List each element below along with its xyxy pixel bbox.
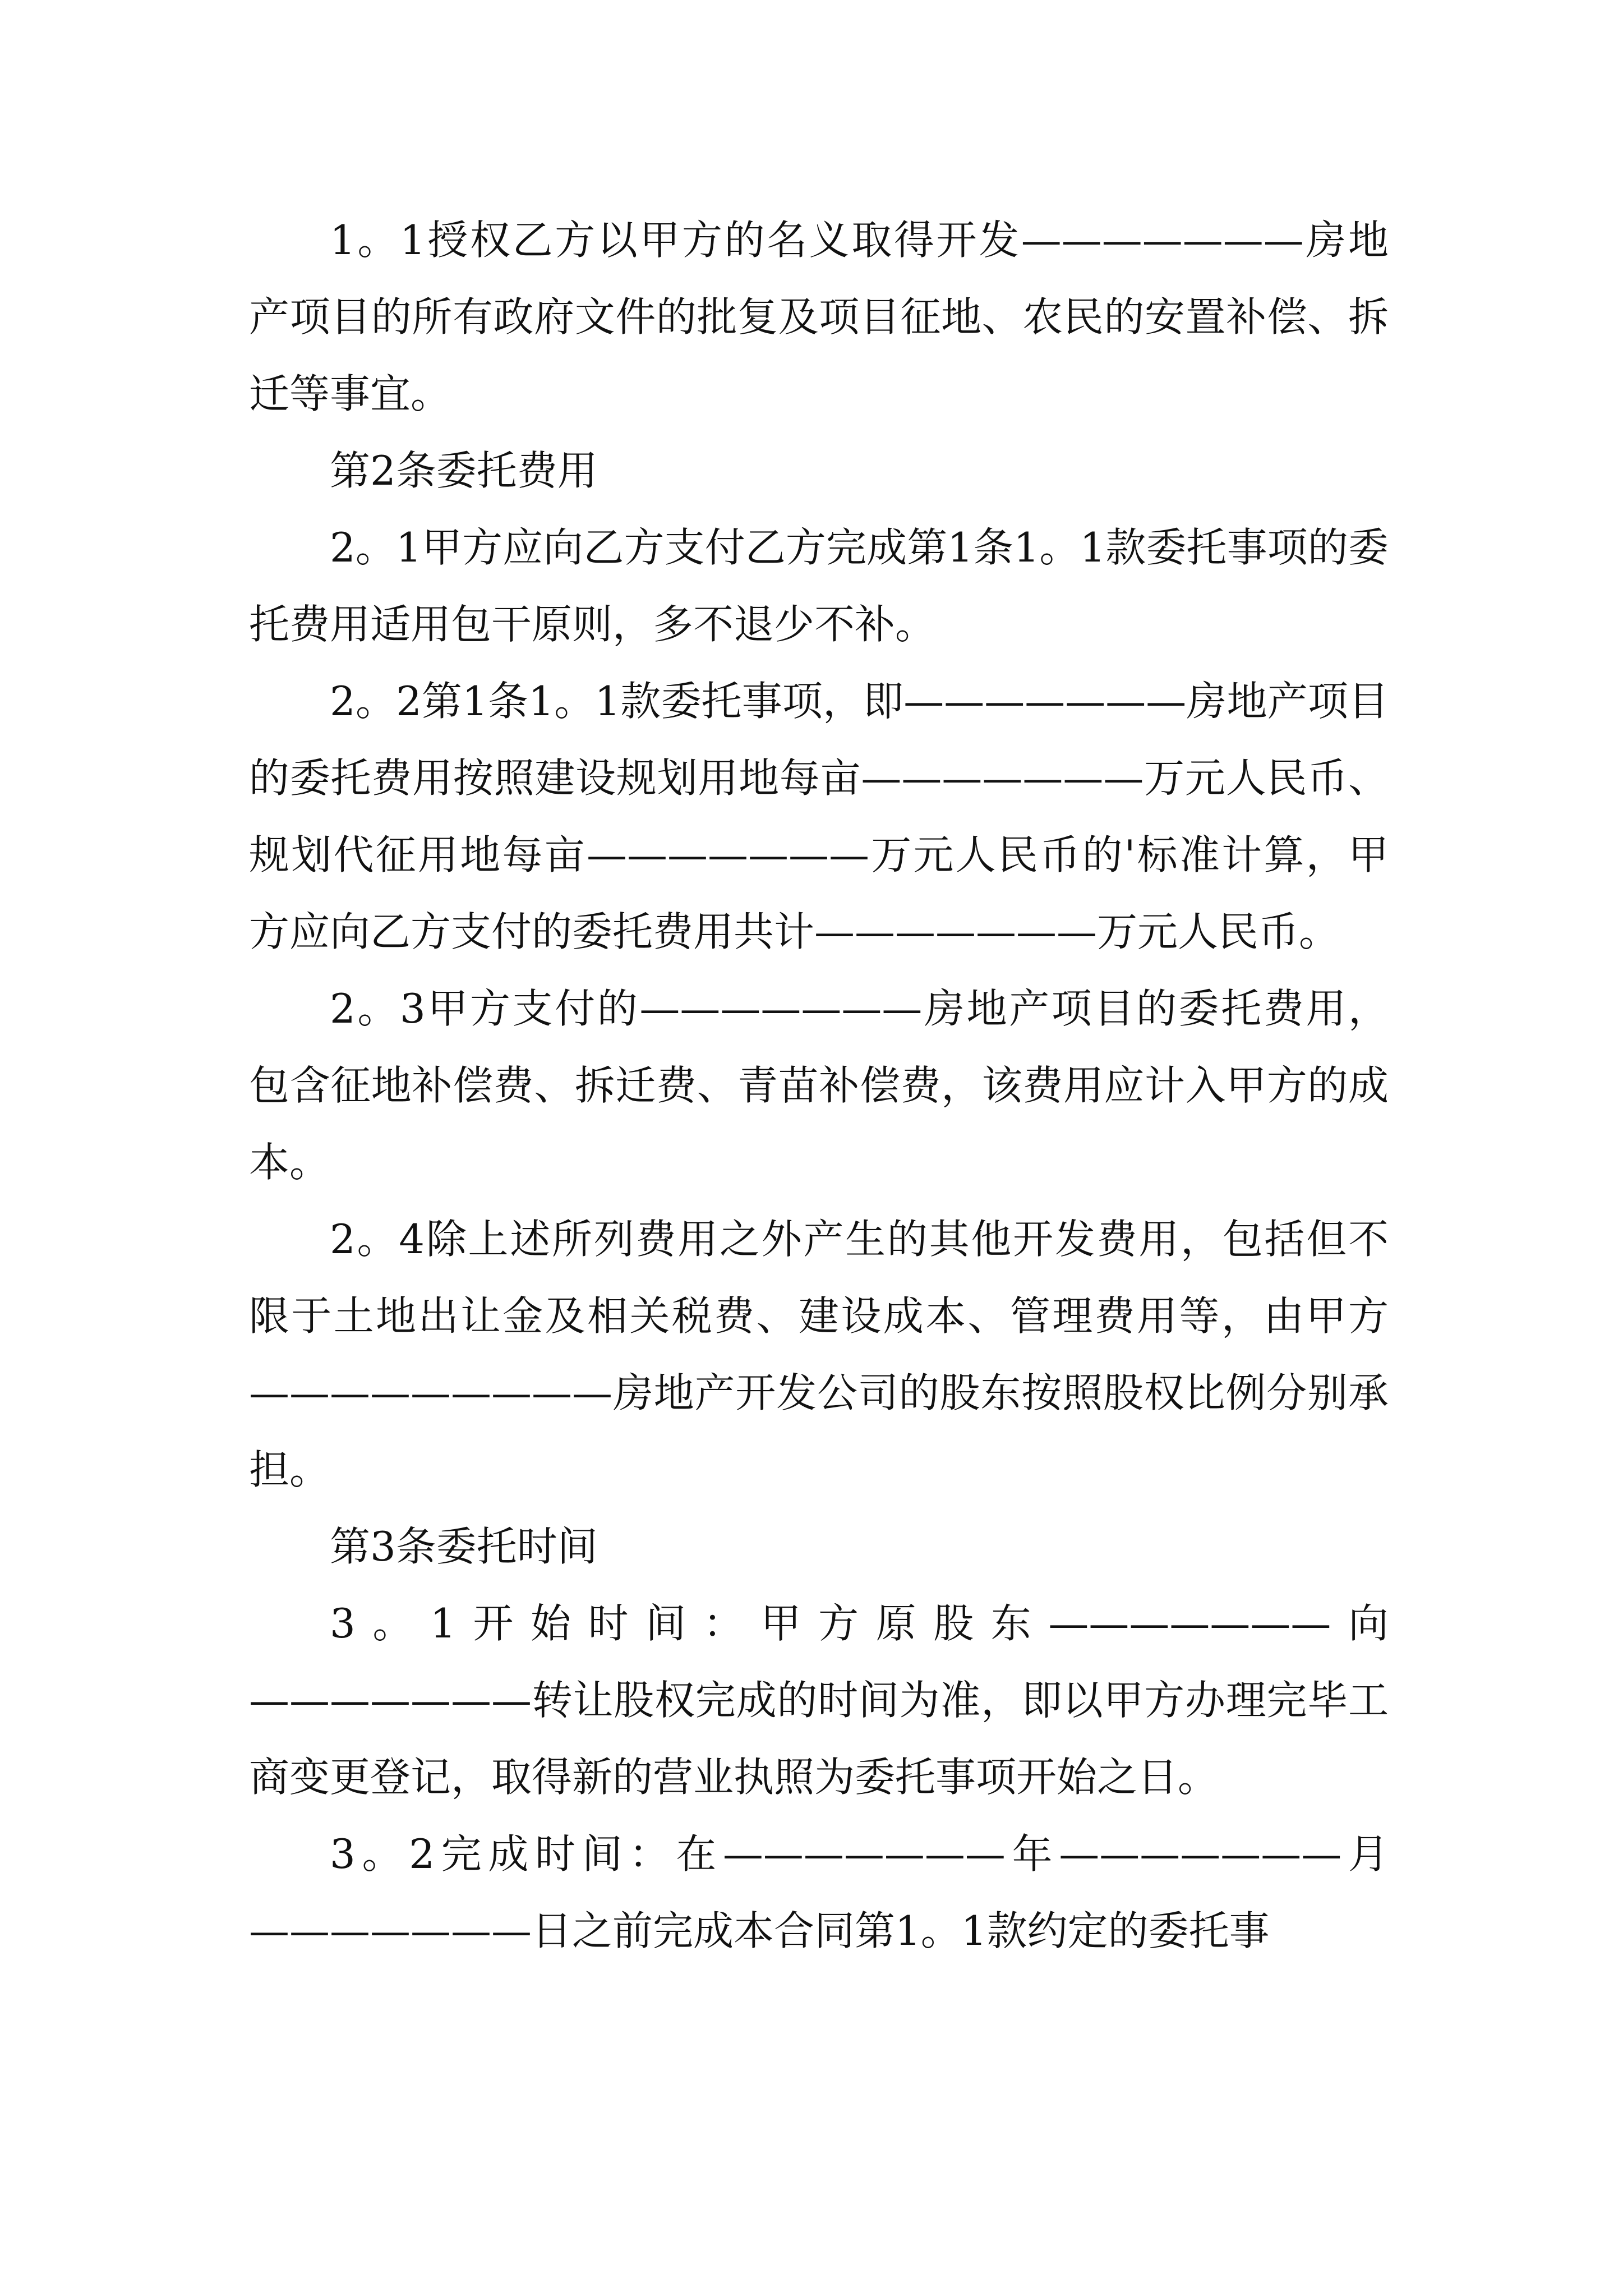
- section-heading-3: 第3条委托时间: [330, 1523, 598, 1570]
- paragraph-2-2: 2。2第1条1。1款委托事项，即———————房地产项目的委托费用按照建设规划用地每亩———————万元人民币、规划代征用地每亩———————万元人民币的'标准计算，甲方应向乙方支付的委托费用共计———————万元人民币。: [249, 678, 1389, 955]
- document-body: [249, 202, 1389, 1970]
- paragraph-1-1: 1。1授权乙方以甲方的名义取得开发———————房地产项目的所有政府文件的批复及项目征地、农民的安置补偿、拆迁等事宜。: [249, 217, 1389, 417]
- paragraph-3-2: 3。2完成时间：在———————年———————月———————日之前完成本合同第1。1款约定的委托事: [249, 1830, 1389, 1954]
- paragraph-2-1: 2。1甲方应向乙方支付乙方完成第1条1。1款委托事项的委托费用适用包干原则，多不退少不补。: [249, 524, 1389, 648]
- section-heading-2: 第2条委托费用: [330, 447, 598, 494]
- paragraph-2-4: 2。4除上述所列费用之外产生的其他开发费用，包括但不限于土地出让金及相关税费、建设成本、管理费用等，由甲方—————————房地产开发公司的股东按照股权比例分别承担。: [249, 1216, 1389, 1493]
- paragraph-2-3: 2。3甲方支付的———————房地产项目的委托费用，包含征地补偿费、拆迁费、青苗补偿费，该费用应计入甲方的成本。: [249, 985, 1389, 1186]
- paragraph-3-1: 3。1开始时间：甲方原股东———————向———————转让股权完成的时间为准，即以甲方办理完毕工商变更登记，取得新的营业执照为委托事项开始之日。: [249, 1600, 1389, 1801]
